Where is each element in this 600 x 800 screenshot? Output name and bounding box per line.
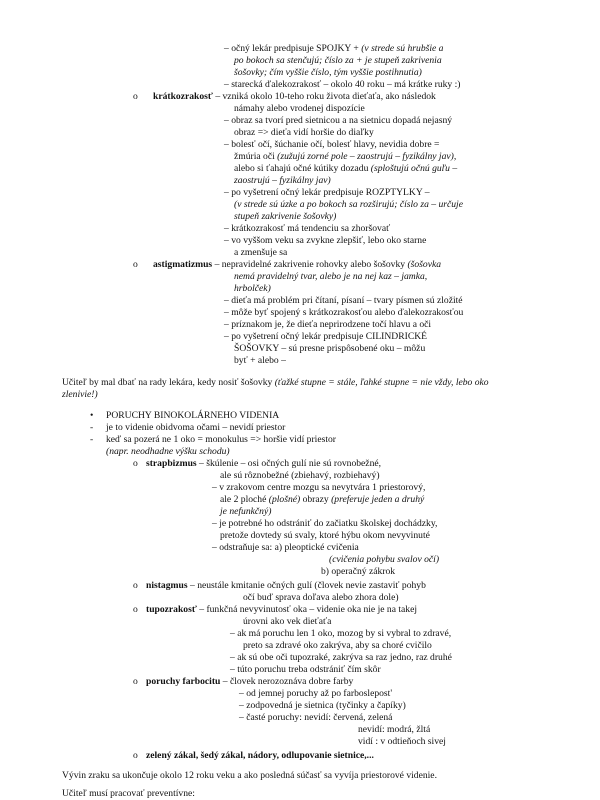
text-line: pretože dovtedy sú svaly, ktoré hýbu okom nevyvinuté: [220, 530, 430, 541]
bullet-o: o: [133, 458, 138, 469]
text-line: zaostrujú – fyzikálny jav): [234, 175, 331, 186]
text-line: – príznakom je, že dieťa neprirodzene točí hlavu a oči: [224, 319, 432, 330]
text-line: – ak sú obe oči tupozraké, zakrýva sa raz jedno, raz druhé: [230, 652, 452, 663]
text-line: ŠOŠOVKY – sú presne prispôsobené oku – môžu: [234, 343, 426, 354]
text-line: b) operačný zákrok: [321, 566, 396, 577]
tupozrakost-line: tupozrakosť – funkčná nevyvinutosť oka – videnie oka nie je na takej: [146, 604, 418, 615]
text-line: – môže byť spojený s krátkozrakosťou alebo ďalekozrakosťou: [224, 307, 464, 318]
spojky-note-2: šošovky; čím vyššie číslo, tým vyššie postihnutia): [234, 67, 422, 78]
text-line: vidí : v odtieňoch sivej: [358, 736, 446, 747]
text-line: – odstraňuje sa: a) pleoptické cvičenia: [212, 542, 359, 553]
text-line: – zodpovedná je sietnica (tyčinky a čapíky): [239, 700, 406, 711]
dash-marker: -: [90, 434, 94, 445]
text-line: je to videnie obidvoma očami – nevidí priestor: [106, 422, 286, 433]
text-line: byť + alebo –: [234, 355, 286, 366]
text-line: alebo si ťahajú očné kútiky dozadu (sploštujú očnú guľu –: [234, 163, 458, 174]
dash-marker: -: [90, 422, 94, 433]
text-line: očí buď sprava doľava alebo zhora dole): [243, 592, 399, 603]
spojky-note-1: po bokoch sa stenčujú; číslo za + je stupeň zakrivenia: [234, 55, 442, 66]
strabizmus-line: strapbizmus – škúlenie – osi očných gulí nie sú rovnobežné,: [146, 458, 382, 469]
text-line: nemá pravidelný tvar, alebo je na nej kaz – jamka,: [234, 271, 428, 282]
text-line: nevidí: modrá, žltá: [358, 724, 431, 735]
text-line: (cvičenia pohybu svalov očí): [329, 554, 440, 565]
spojky-line: – očný lekár predpisuje SPOJKY + (v strede sú hrubšie a: [224, 43, 444, 54]
starecka-line: – starecká ďalekozrakosť – okolo 40 roku – má krátke ruky :): [224, 79, 461, 90]
text-line: stupeň zakrivenie šošovky): [234, 211, 337, 222]
text-line: – v zrakovom centre mozgu sa nevytvára 1 priestorový,: [212, 482, 426, 493]
bullet-o: o: [133, 580, 138, 591]
nistagmus-line: nistagmus – neustále kmitanie očných gulí (človek nevie zastaviť pohyb: [146, 580, 426, 591]
text-line: ale 2 ploché (plošné) obrazy (preferuje jeden a druhý: [220, 494, 425, 505]
ucitel-paragraph: Učiteľ musí pracovať preventívne:: [62, 788, 195, 799]
text-line: ale sú rôznobežné (zbiehavý, rozbiehavý): [220, 470, 380, 481]
text-line: námahy alebo vrodenej dispozície: [234, 103, 365, 114]
farbocit-line: poruchy farbocitu – človek nerozoznáva dobre farby: [146, 676, 354, 687]
text-line: (napr. neodhadne výšku schodu): [106, 446, 230, 457]
text-line: – je potrebné ho odstrániť do začiatku školskej dochádzky,: [212, 518, 438, 529]
text-line: žmúria oči (zužujú zorné pole – zaostrujú – fyzikálny jav),: [234, 151, 457, 162]
text-line: – po vyšetrení očný lekár predpisuje CILINDRICKÉ: [224, 331, 428, 342]
text-line: – časté poruchy: nevidí: červená, zelená: [239, 712, 393, 723]
section-heading: PORUCHY BINOKOLÁRNEHO VIDENIA: [106, 410, 280, 421]
text-line: – ak má poruchu len 1 oko, mozog by si vybral to zdravé,: [230, 628, 452, 639]
text-line: – obraz sa tvorí pred sietnicou a na sietnicu dopadá nejasný: [224, 115, 453, 126]
bullet-dot: •: [90, 410, 94, 421]
text-line: keď sa pozerá ne 1 oko = monokulus => horšie vidí priestor: [106, 434, 336, 445]
bullet-o: o: [133, 91, 138, 102]
text-line: – po vyšetrení očný lekár predpisuje ROZPTYLKY –: [224, 187, 430, 198]
bullet-o: o: [133, 750, 138, 761]
text-line: obraz => dieťa vidí horšie do diaľky: [234, 127, 374, 138]
bullet-o: o: [133, 676, 138, 687]
paragraph-line: Učiteľ by mal dbať na rady lekára, kedy nosiť šošovky (ťažké stupne = stále, ľahké stupne = nie vždy, lebo oko: [62, 377, 489, 388]
text-line: preto sa zdravé oko zakrýva, aby sa choré cvičilo: [243, 640, 432, 651]
paragraph-line: zlenivie!): [62, 389, 98, 400]
text-line: – od jemnej poruchy až po farboslepost': [239, 688, 393, 699]
text-line: – dieťa má problém pri čítaní, písaní – tvary písmen sú zložité: [224, 295, 463, 306]
text-line: hrbolček): [234, 283, 271, 294]
kratkozrakost-line: krátkozrakosť – vzniká okolo 10-teho roku života dieťaťa, ako následok: [153, 91, 436, 102]
text-line: – vo vyššom veku sa zvykne zlepšiť, lebo oko starne: [224, 235, 427, 246]
text-line: (v strede sú úzke a po bokoch sa rozširujú; číslo za – určuje: [234, 199, 463, 210]
text-line: úrovni ako vek dieťaťa: [243, 616, 332, 627]
vyvin-paragraph: Vývin zraku sa ukončuje okolo 12 roku veku a ako posledná súčasť sa vyvíja priestorové videnie.: [62, 770, 437, 781]
bullet-o: o: [133, 259, 138, 270]
text-line: – túto poruchu treba odstrániť čím skôr: [230, 664, 381, 675]
text-line: – bolesť očí, šúchanie očí, bolesť hlavy, nevidia dobre =: [224, 139, 440, 150]
text-line: a zmenšuje sa: [234, 247, 288, 258]
bullet-o: o: [133, 604, 138, 615]
text-line: – krátkozrakosť má tendenciu sa zhoršovať: [224, 223, 391, 234]
astigmatizmus-line: astigmatizmus – nepravidelné zakrivenie rohovky alebo šošovky (šošovka: [153, 259, 442, 270]
text-line: je nefunkčný): [220, 506, 272, 517]
zeleny-zakal-line: zelený zákal, šedý zákal, nádory, odlupovanie sietnice,...: [146, 750, 374, 761]
